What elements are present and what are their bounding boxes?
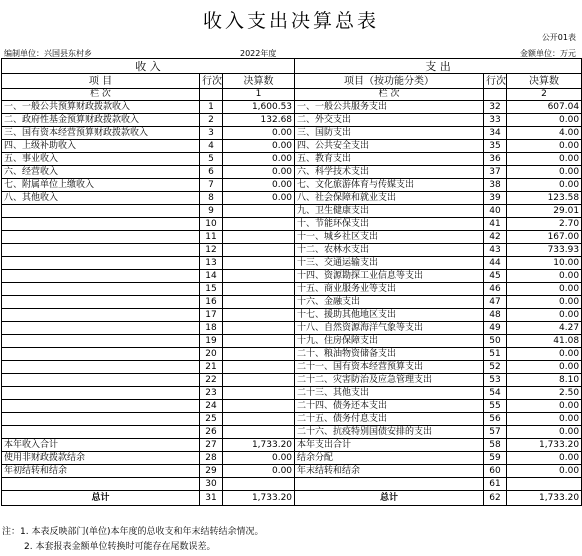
form-code: 公开01表 [541, 33, 576, 42]
expense-seq-cell: 53 [484, 374, 507, 387]
income-seq-cell: 26 [200, 426, 223, 439]
income-item-cell: 本年收入合计 [2, 439, 200, 452]
income-amount-cell [223, 335, 295, 348]
income-item-cell [2, 257, 200, 270]
expense-item-cell: 二十四、债务还本支出 [295, 400, 484, 413]
expense-item-cell: 六、科学技术支出 [295, 166, 484, 179]
expense-item-cell: 八、社会保障和就业支出 [295, 192, 484, 205]
expense-amount-cell: 733.93 [507, 244, 582, 257]
expense-item-cell: 十七、援助其他地区支出 [295, 309, 484, 322]
expense-amount-cell: 0.00 [507, 153, 582, 166]
table-row [2, 309, 582, 322]
expense-item-cell: 五、教育支出 [295, 153, 484, 166]
expense-item-cell: 十一、城乡社区支出 [295, 231, 484, 244]
expense-item-cell: 十五、商业服务业等支出 [295, 283, 484, 296]
expense-amount-cell: 2.50 [507, 387, 582, 400]
column-number-row [2, 89, 582, 101]
expense-amount-cell: 0.00 [507, 140, 582, 153]
expense-seq-cell: 32 [484, 101, 507, 114]
income-item-cell [2, 270, 200, 283]
column-header-row [2, 74, 582, 89]
table-row [2, 140, 582, 153]
expense-seq-cell: 54 [484, 387, 507, 400]
income-amount-cell: 1,733.20 [223, 491, 295, 506]
income-seq-header: 行次 [200, 74, 223, 89]
expense-column-number: 2 [507, 89, 582, 101]
income-item-cell [2, 335, 200, 348]
expense-item-cell: 一、一般公共服务支出 [295, 101, 484, 114]
income-seq-cell: 14 [200, 270, 223, 283]
expense-seq-cell: 45 [484, 270, 507, 283]
expense-seq-cell: 38 [484, 179, 507, 192]
income-amount-cell [223, 387, 295, 400]
income-amount-cell [223, 322, 295, 335]
income-amount-cell [223, 270, 295, 283]
expense-item-header: 项目（按功能分类） [295, 74, 484, 89]
income-amount-cell [223, 218, 295, 231]
expense-item-cell: 二十一、国有资本经营预算支出 [295, 361, 484, 374]
footnote-2: 2. 本套报表金额单位转换时可能存在尾数误差。 [24, 542, 216, 552]
income-seq-cell: 21 [200, 361, 223, 374]
expense-amount-cell: 0.00 [507, 309, 582, 322]
expense-amount-cell: 4.27 [507, 322, 582, 335]
income-item-cell [2, 361, 200, 374]
income-seq-cell: 1 [200, 101, 223, 114]
expense-amount-cell: 2.70 [507, 218, 582, 231]
expense-amount-cell: 10.00 [507, 257, 582, 270]
expense-seq-header: 行次 [484, 74, 507, 89]
expense-seq-cell: 36 [484, 153, 507, 166]
expense-item-cell: 二十三、其他支出 [295, 387, 484, 400]
expense-amount-cell: 0.00 [507, 361, 582, 374]
table-row [2, 426, 582, 439]
income-seq-blank [200, 89, 223, 101]
income-amount-cell [223, 309, 295, 322]
expense-amount-cell: 1,733.20 [507, 439, 582, 452]
income-column-number: 1 [223, 89, 295, 101]
income-amount-cell [223, 257, 295, 270]
income-item-cell [2, 205, 200, 218]
expense-item-cell: 二十二、灾害防治及应急管理支出 [295, 374, 484, 387]
income-item-cell [2, 309, 200, 322]
income-amount-cell [223, 205, 295, 218]
expense-item-cell: 十三、交通运输支出 [295, 257, 484, 270]
expense-seq-cell: 33 [484, 114, 507, 127]
table-row [2, 179, 582, 192]
income-item-cell [2, 296, 200, 309]
income-item-cell [2, 426, 200, 439]
income-amount-header: 决算数 [223, 74, 295, 89]
table-row [2, 465, 582, 478]
expense-item-cell: 十二、农林水支出 [295, 244, 484, 257]
income-item-cell [2, 218, 200, 231]
income-item-cell [2, 387, 200, 400]
income-amount-cell: 0.00 [223, 153, 295, 166]
expense-amount-cell: 0.00 [507, 400, 582, 413]
expense-item-cell: 十、节能环保支出 [295, 218, 484, 231]
income-item-cell [2, 478, 200, 491]
expense-seq-cell: 50 [484, 335, 507, 348]
expense-amount-cell: 0.00 [507, 114, 582, 127]
income-amount-cell [223, 413, 295, 426]
income-item-cell: 二、政府性基金预算财政拨款收入 [2, 114, 200, 127]
income-amount-cell [223, 426, 295, 439]
expense-seq-cell: 48 [484, 309, 507, 322]
expense-amount-cell: 0.00 [507, 270, 582, 283]
table-row [2, 244, 582, 257]
income-amount-cell [223, 296, 295, 309]
income-amount-cell: 0.00 [223, 452, 295, 465]
expense-item-cell [295, 478, 484, 491]
income-column-label: 栏 次 [2, 89, 200, 101]
expense-item-cell: 十八、自然资源海洋气象等支出 [295, 322, 484, 335]
income-item-cell: 三、国有资本经营预算财政拨款收入 [2, 127, 200, 140]
income-amount-cell [223, 348, 295, 361]
expense-section-header: 支 出 [295, 59, 582, 74]
income-amount-cell [223, 231, 295, 244]
expense-item-cell: 七、文化旅游体育与传媒支出 [295, 179, 484, 192]
income-item-cell: 年初结转和结余 [2, 465, 200, 478]
expense-seq-cell: 44 [484, 257, 507, 270]
expense-seq-cell: 41 [484, 218, 507, 231]
income-seq-cell: 22 [200, 374, 223, 387]
table-row [2, 231, 582, 244]
income-seq-cell: 10 [200, 218, 223, 231]
expense-amount-cell: 167.00 [507, 231, 582, 244]
expense-item-cell: 二十六、抗疫特别国债安排的支出 [295, 426, 484, 439]
expense-seq-cell: 55 [484, 400, 507, 413]
expense-item-cell: 二、外交支出 [295, 114, 484, 127]
income-item-cell [2, 374, 200, 387]
income-amount-cell: 0.00 [223, 192, 295, 205]
table-row [2, 153, 582, 166]
income-seq-cell: 16 [200, 296, 223, 309]
expense-seq-cell: 58 [484, 439, 507, 452]
expense-seq-cell: 35 [484, 140, 507, 153]
table-row [2, 296, 582, 309]
expense-item-cell: 九、卫生健康支出 [295, 205, 484, 218]
expense-seq-cell: 40 [484, 205, 507, 218]
expense-amount-cell: 0.00 [507, 348, 582, 361]
currency-unit: 金额单位：万元 [520, 49, 576, 58]
table-row [2, 387, 582, 400]
income-seq-cell: 24 [200, 400, 223, 413]
expense-amount-cell: 1,733.20 [507, 491, 582, 506]
expense-item-cell: 年末结转和结余 [295, 465, 484, 478]
income-seq-cell: 3 [200, 127, 223, 140]
income-item-cell: 四、上级补助收入 [2, 140, 200, 153]
income-item-cell: 七、附属单位上缴收入 [2, 179, 200, 192]
income-seq-cell: 11 [200, 231, 223, 244]
income-amount-cell [223, 478, 295, 491]
income-item-cell [2, 244, 200, 257]
income-seq-cell: 28 [200, 452, 223, 465]
expense-amount-cell: 0.00 [507, 413, 582, 426]
expense-amount-cell: 4.00 [507, 127, 582, 140]
expense-item-cell: 总计 [295, 491, 484, 506]
table-row [2, 283, 582, 296]
expense-item-cell: 三、国防支出 [295, 127, 484, 140]
footnotes [2, 525, 263, 555]
income-item-cell [2, 413, 200, 426]
income-amount-cell [223, 361, 295, 374]
expense-amount-cell: 0.00 [507, 179, 582, 192]
income-amount-cell: 0.00 [223, 127, 295, 140]
income-seq-cell: 27 [200, 439, 223, 452]
table-row [2, 361, 582, 374]
income-seq-cell: 2 [200, 114, 223, 127]
expense-seq-cell: 61 [484, 478, 507, 491]
expense-item-cell: 十九、住房保障支出 [295, 335, 484, 348]
table-row [2, 335, 582, 348]
income-amount-cell: 0.00 [223, 166, 295, 179]
expense-amount-cell: 29.01 [507, 205, 582, 218]
expense-item-cell: 结余分配 [295, 452, 484, 465]
footnote-1: 注：1. 本表反映部门(单位)本年度的总收支和年末结转结余情况。 [2, 527, 264, 537]
income-amount-cell: 0.00 [223, 465, 295, 478]
expense-item-cell: 十四、资源勘探工业信息等支出 [295, 270, 484, 283]
income-amount-cell [223, 374, 295, 387]
expense-seq-cell: 37 [484, 166, 507, 179]
income-seq-cell: 7 [200, 179, 223, 192]
expense-column-label: 栏 次 [295, 89, 484, 101]
expense-amount-cell: 607.04 [507, 101, 582, 114]
expense-seq-cell: 34 [484, 127, 507, 140]
income-seq-cell: 6 [200, 166, 223, 179]
income-seq-cell: 30 [200, 478, 223, 491]
table-row [2, 478, 582, 491]
income-seq-cell: 29 [200, 465, 223, 478]
expense-seq-cell: 43 [484, 244, 507, 257]
income-seq-cell: 20 [200, 348, 223, 361]
expense-seq-cell: 57 [484, 426, 507, 439]
expense-seq-cell: 52 [484, 361, 507, 374]
income-seq-cell: 5 [200, 153, 223, 166]
income-item-header: 项 目 [2, 74, 200, 89]
expense-seq-blank [484, 89, 507, 101]
table-row [2, 491, 582, 506]
expense-seq-cell: 59 [484, 452, 507, 465]
expense-amount-cell: 0.00 [507, 452, 582, 465]
income-amount-cell [223, 400, 295, 413]
income-amount-cell [223, 244, 295, 257]
report-year: 2022年度 [240, 49, 277, 58]
table-row [2, 166, 582, 179]
expense-seq-cell: 49 [484, 322, 507, 335]
report-title: 收入支出决算总表 [202, 10, 379, 32]
income-amount-cell: 0.00 [223, 140, 295, 153]
expense-amount-cell [507, 478, 582, 491]
table-row [2, 218, 582, 231]
expense-amount-cell: 0.00 [507, 465, 582, 478]
income-amount-cell: 1,600.53 [223, 101, 295, 114]
expense-amount-cell: 0.00 [507, 426, 582, 439]
table-row [2, 413, 582, 426]
income-item-cell: 六、经营收入 [2, 166, 200, 179]
income-amount-cell: 132.68 [223, 114, 295, 127]
table-row [2, 439, 582, 452]
table-row [2, 205, 582, 218]
table-row [2, 452, 582, 465]
table-row [2, 400, 582, 413]
table-row [2, 374, 582, 387]
income-item-cell [2, 348, 200, 361]
expense-amount-cell: 0.00 [507, 166, 582, 179]
table-row [2, 192, 582, 205]
expense-seq-cell: 47 [484, 296, 507, 309]
income-seq-cell: 12 [200, 244, 223, 257]
income-item-cell: 使用非财政拨款结余 [2, 452, 200, 465]
income-seq-cell: 19 [200, 335, 223, 348]
income-item-cell [2, 400, 200, 413]
expense-seq-cell: 62 [484, 491, 507, 506]
table-row [2, 127, 582, 140]
expense-seq-cell: 39 [484, 192, 507, 205]
expense-item-cell: 本年支出合计 [295, 439, 484, 452]
expense-item-cell: 二十、粮油物资储备支出 [295, 348, 484, 361]
expense-seq-cell: 42 [484, 231, 507, 244]
table-row [2, 270, 582, 283]
income-item-cell [2, 231, 200, 244]
expense-item-cell: 二十五、债务付息支出 [295, 413, 484, 426]
income-seq-cell: 9 [200, 205, 223, 218]
income-amount-cell: 1,733.20 [223, 439, 295, 452]
income-item-cell [2, 283, 200, 296]
income-item-cell: 一、一般公共预算财政拨款收入 [2, 101, 200, 114]
income-seq-cell: 18 [200, 322, 223, 335]
expense-amount-cell: 8.10 [507, 374, 582, 387]
reporting-unit: 编制单位：兴国县东村乡 [4, 49, 92, 58]
income-seq-cell: 8 [200, 192, 223, 205]
expense-amount-cell: 0.00 [507, 283, 582, 296]
income-amount-cell: 0.00 [223, 179, 295, 192]
income-seq-cell: 23 [200, 387, 223, 400]
expense-item-cell: 四、公共安全支出 [295, 140, 484, 153]
income-seq-cell: 13 [200, 257, 223, 270]
table-row [2, 114, 582, 127]
table-row [2, 257, 582, 270]
income-amount-cell [223, 283, 295, 296]
income-item-cell: 八、其他收入 [2, 192, 200, 205]
income-item-cell: 五、事业收入 [2, 153, 200, 166]
table-row [2, 322, 582, 335]
expense-seq-cell: 60 [484, 465, 507, 478]
income-item-cell [2, 322, 200, 335]
income-seq-cell: 4 [200, 140, 223, 153]
income-section-header: 收 入 [2, 59, 295, 74]
expense-seq-cell: 56 [484, 413, 507, 426]
expense-amount-header: 决算数 [507, 74, 582, 89]
expense-seq-cell: 51 [484, 348, 507, 361]
expense-amount-cell: 0.00 [507, 296, 582, 309]
expense-item-cell: 十六、金融支出 [295, 296, 484, 309]
income-seq-cell: 15 [200, 283, 223, 296]
expense-amount-cell: 123.58 [507, 192, 582, 205]
income-seq-cell: 17 [200, 309, 223, 322]
income-item-cell: 总计 [2, 491, 200, 506]
table-row [2, 101, 582, 114]
expense-seq-cell: 46 [484, 283, 507, 296]
income-expense-table [1, 58, 582, 506]
income-seq-cell: 25 [200, 413, 223, 426]
income-seq-cell: 31 [200, 491, 223, 506]
table-row [2, 348, 582, 361]
section-header-row [2, 59, 582, 74]
expense-amount-cell: 41.08 [507, 335, 582, 348]
